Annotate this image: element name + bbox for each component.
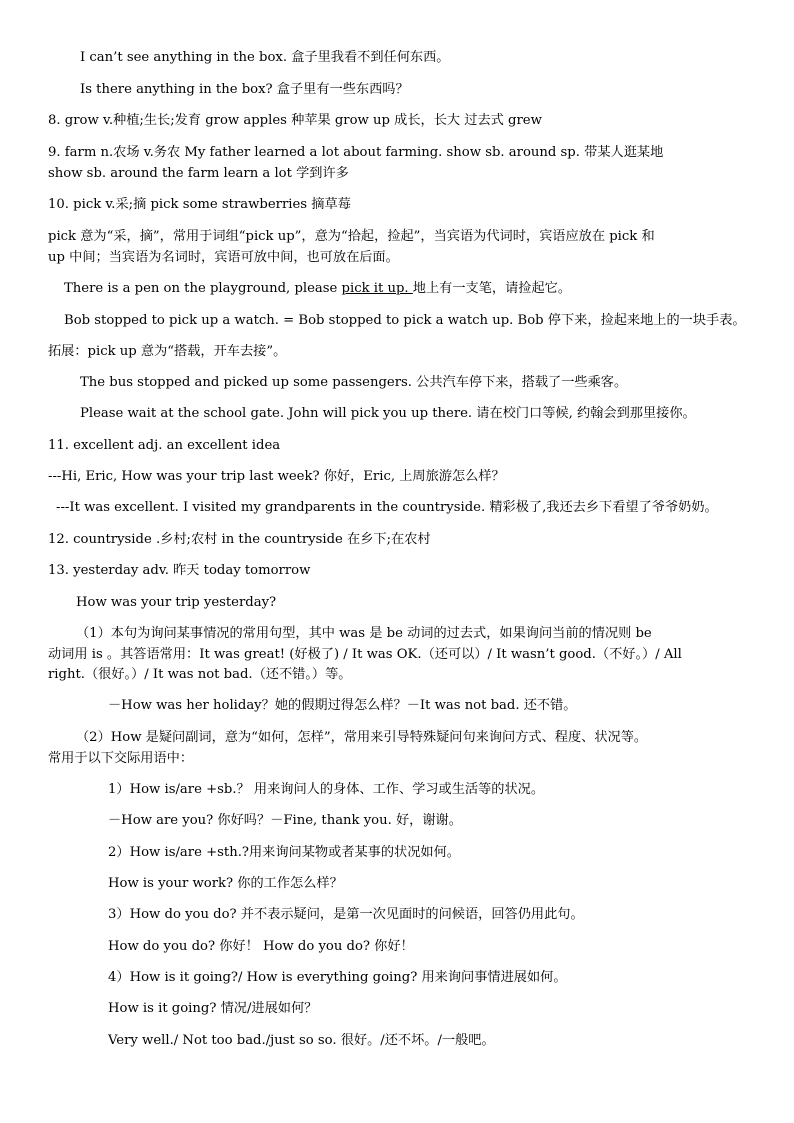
- explanation-line: up 中间；当宾语为名词时，宾语可放中间，也可放在后面。: [48, 250, 399, 265]
- example-translation: 地上有一支笔，请捡起它。: [412, 281, 572, 296]
- example-line: How is your work? 你的工作怎么样？: [108, 876, 343, 891]
- explanation-line: 常用于以下交际用语中：: [48, 751, 194, 766]
- explanation-line: pick 意为“采，摘”，常用于词组“pick up”，意为“拾起，捡起”，当宾语为代词时，宾语应放在 pick 和: [48, 229, 655, 244]
- usage-item: 4）How is it going?/ How is everything going? 用来询问事情进展如何。: [108, 970, 567, 985]
- example-line: Is there anything in the box? 盒子里有一些东西吗？: [80, 82, 409, 97]
- usage-item: 1）How is/are +sb.？ 用来询问人的身体、工作、学习或生活等的状况。: [108, 782, 545, 797]
- example-line: The bus stopped and picked up some passengers. 公共汽车停下来，搭载了一些乘客。: [80, 375, 628, 390]
- vocab-entry-farm: 9. farm n.农场 v.务农 My father learned a lot about farming. show sb. around sp. 带某人逛某地: [48, 145, 664, 160]
- vocab-entry-grow: 8. grow v.种植;生长;发育 grow apples 种苹果 grow up 成长，长大 过去式 grew: [48, 113, 542, 128]
- example-line: Very well./ Not too bad./just so so. 很好。/还不坏。/一般吧。: [108, 1033, 495, 1048]
- vocab-entry-pick: 10. pick v.采;摘 pick some strawberries 摘草莓: [48, 197, 351, 212]
- usage-item: 2）How is/are +sth.?用来询问某物或者某事的状况如何。: [108, 845, 460, 860]
- dialogue-line: ---Hi, Eric, How was your trip last week? 你好，Eric, 上周旅游怎么样？: [48, 469, 505, 484]
- example-line: －How are you? 你好吗？－Fine, thank you. 好，谢谢。: [108, 813, 462, 828]
- extension-line: 拓展：pick up 意为“搭载，开车去接”。: [48, 344, 287, 359]
- vocab-entry-farm-cont: show sb. around the farm learn a lot 学到许多: [48, 166, 349, 181]
- vocab-entry-excellent: 11. excellent adj. an excellent idea: [48, 438, 281, 453]
- example-line: Please wait at the school gate. John will pick you up there. 请在校门口等候, 约翰会到那里接你。: [80, 406, 696, 421]
- dialogue-line: ---It was excellent. I visited my grandparents in the countryside. 精彩极了,我还去乡下看望了爷爷奶奶。: [56, 500, 718, 515]
- vocab-entry-yesterday: 13. yesterday adv. 昨天 today tomorrow: [48, 563, 311, 578]
- explanation-line: 动词用 is 。其答语常用：It was great! (好极了) / It was OK.（还可以）/ It wasn’t good.（不好。）/ All: [48, 647, 682, 662]
- explanation-line: （2）How 是疑问副词，意为“如何，怎样”，常用来引导特殊疑问句来询问方式、程度、状况等。: [76, 730, 648, 745]
- example-text: There is a pen on the playground, please: [64, 281, 342, 296]
- explanation-line: right.（很好。）/ It was not bad.（还不错。）等。: [48, 667, 352, 682]
- example-line: How do you do? 你好！ How do you do? 你好！: [108, 939, 414, 954]
- example-line: How was your trip yesterday?: [76, 595, 277, 610]
- explanation-line: （1）本句为询问某事情况的常用句型，其中 was 是 be 动词的过去式，如果询问当前的情况则 be: [76, 626, 652, 641]
- example-line: How is it going? 情况/进展如何？: [108, 1001, 318, 1016]
- example-line: I can’t see anything in the box. 盒子里我看不到任何东西。: [80, 50, 450, 65]
- underlined-phrase: pick it up.: [341, 281, 413, 296]
- vocab-entry-countryside: 12. countryside .乡村;农村 in the countryside 在乡下;在农村: [48, 532, 431, 547]
- example-line: [64, 279, 571, 299]
- example-line: Bob stopped to pick up a watch. = Bob stopped to pick a watch up. Bob 停下来，捡起来地上的一块手表。: [64, 313, 746, 328]
- usage-item: 3）How do you do? 并不表示疑问，是第一次见面时的问候语，回答仍用此句。: [108, 907, 584, 922]
- example-line: －How was her holiday？她的假期过得怎么样？－It was not bad. 还不错。: [108, 698, 577, 713]
